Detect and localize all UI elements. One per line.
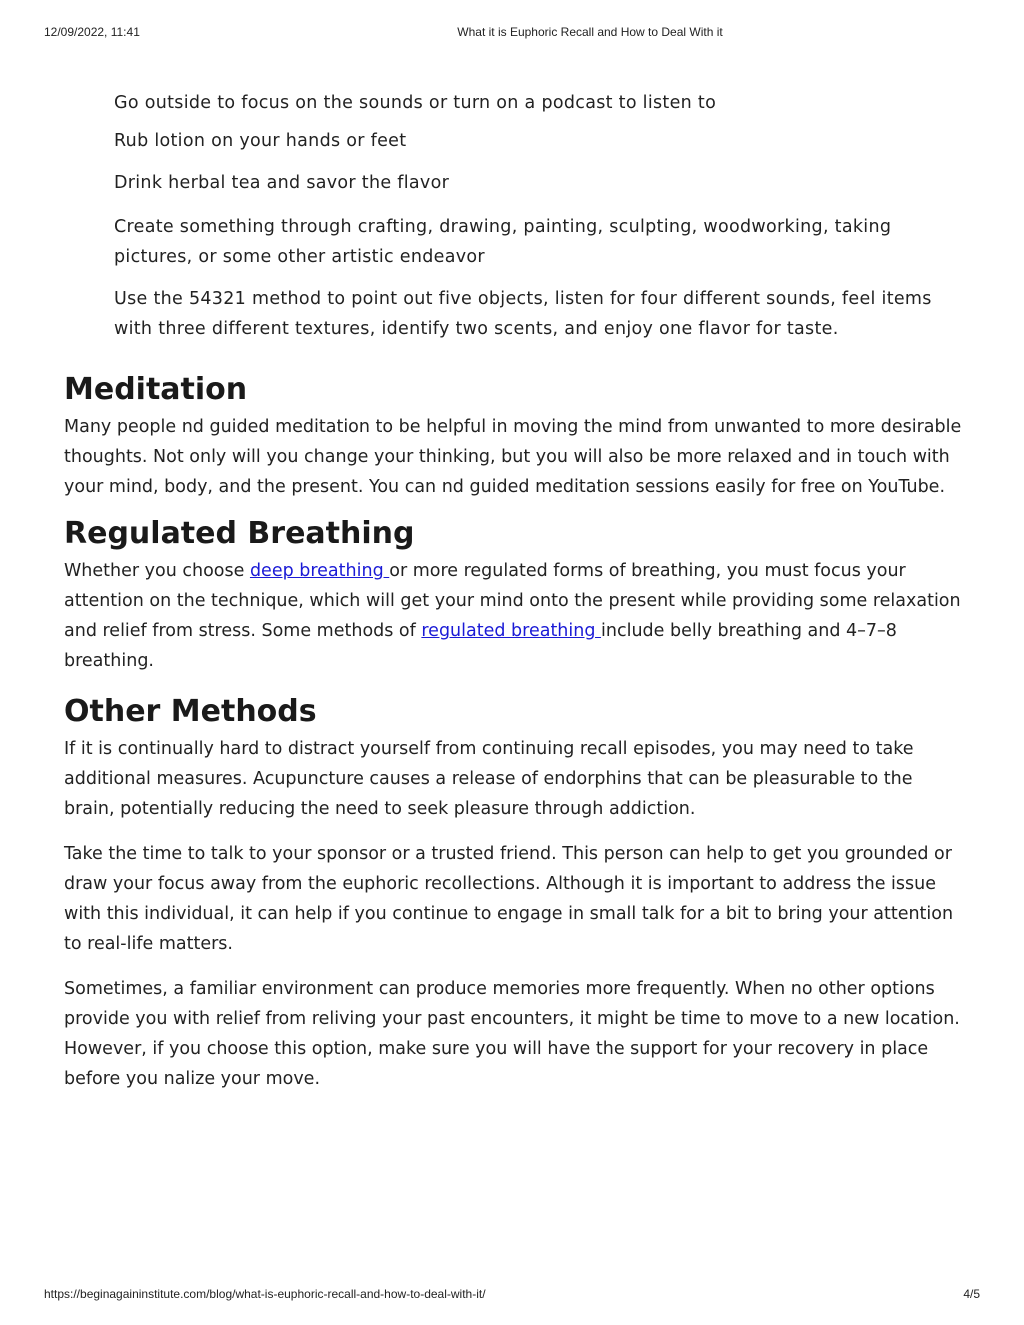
- regulated-breathing-paragraph: [64, 556, 964, 676]
- deep-breathing-link[interactable]: deep breathing: [249, 561, 390, 581]
- text-span: or more regulated forms of breathing, you must focus your attention on the technique, which will get your mind onto the present while providing some relaxation and relief from stress. Some methods of: [64, 561, 961, 641]
- print-page-title: What it is Euphoric Recall and How to Deal With it: [457, 25, 723, 39]
- print-url: https://beginagaininstitute.com/blog/what-is-euphoric-recall-and-how-to-deal-with-it/: [44, 1287, 486, 1301]
- grounding-techniques-list: [64, 88, 964, 344]
- list-item: Rub lotion on your hands or feet: [114, 131, 407, 151]
- list-item: Drink herbal tea and savor the flavor: [114, 173, 450, 193]
- other-methods-paragraph: Sometimes, a familiar environment can produce memories more frequently. When no other options provide you with relief from reliving your past encounters, it might be time to move to a new location. However, if you choose this option, make sure you will have the support for your recovery in place before you nalize your move.: [64, 979, 960, 1089]
- list-item: Go outside to focus on the sounds or turn on a podcast to listen to: [114, 93, 717, 113]
- other-methods-paragraph: If it is continually hard to distract yourself from continuing recall episodes, you may need to take additional measures. Acupuncture causes a release of endorphins that can be pleasurable to the brain, potentially reducing the need to seek pleasure through addiction.: [64, 739, 914, 819]
- regulated-breathing-section: [64, 516, 964, 676]
- print-datetime: 12/09/2022, 11:41: [44, 25, 140, 39]
- meditation-section: [64, 372, 964, 502]
- regulated-breathing-link[interactable]: regulated breathing: [421, 621, 602, 641]
- other-methods-section: [64, 694, 964, 1094]
- meditation-paragraph: Many people nd guided meditation to be helpful in moving the mind from unwanted to more desirable thoughts. Not only will you change your thinking, but you will also be more relaxed and in touch with your mind, body, and the present. You can nd guided meditation sessions easily for free on YouTube.: [64, 417, 962, 497]
- other-methods-heading: Other Methods: [64, 694, 317, 729]
- article-content: [64, 88, 964, 1094]
- text-span: Whether you choose: [64, 561, 250, 581]
- meditation-heading: Meditation: [64, 372, 248, 407]
- page-number: 4/5: [963, 1287, 980, 1301]
- list-item: Create something through crafting, drawing, painting, sculpting, woodworking, taking pictures, or some other artistic endeavor: [114, 217, 892, 267]
- text-span: include belly breathing and 4–7–8 breathing.: [64, 621, 897, 671]
- other-methods-paragraph: Take the time to talk to your sponsor or a trusted friend. This person can help to get you grounded or draw your focus away from the euphoric recollections. Although it is important to address the issue with this individual, it can help if you continue to engage in small talk for a bit to bring your attention to real-life matters.: [64, 844, 954, 954]
- list-item: Use the 54321 method to point out five objects, listen for four different sounds, feel items with three different textures, identify two scents, and enjoy one flavor for taste.: [114, 289, 932, 339]
- regulated-breathing-heading: Regulated Breathing: [64, 516, 415, 551]
